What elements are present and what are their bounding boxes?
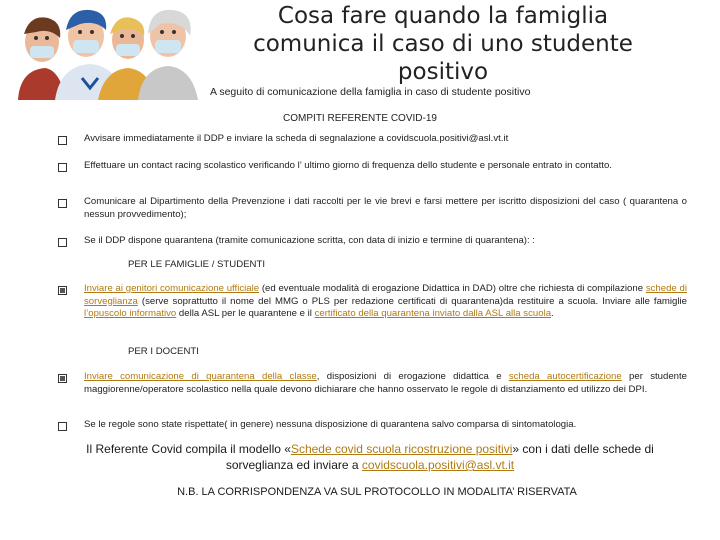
footer-instruction — [52, 441, 688, 473]
section-heading-teachers: PER I DOCENTI — [128, 346, 199, 357]
checkbox-bullet-icon — [58, 422, 67, 431]
families-text-4: . — [551, 308, 554, 319]
checkbox-bullet-icon — [58, 238, 67, 247]
task-item-notify-ddp: Avvisare immediatamente il DDP e inviare la scheda di segnalazione a covidscuola.positivi@asl.vt.it — [84, 133, 509, 144]
page-title: Cosa fare quando la famiglia comunica il caso di uno studente positivo — [253, 3, 633, 85]
teachers-text-2: per studente maggiorenne/operatore scolastico nella quale devono dichiarare che hanno osservato le regole di distanziamento ed utilizzo dei DPI. — [84, 371, 688, 395]
footer-text-1: Il Referente Covid compila il modello « — [86, 442, 291, 456]
task-item-families — [84, 283, 687, 321]
checkbox-bullet-icon — [58, 136, 67, 145]
families-text-3: della ASL per le quarantene e il — [176, 308, 315, 319]
task-item-communicate-department: Comunicare al Dipartimento della Prevenzione i dati raccolti per le vie brevi e farsi mettere per iscritto disposizioni del caso ( quarantena o nessun provvedimento); — [84, 196, 687, 220]
families-text-1: (ed eventuale modalità di erogazione Didattica in DAD) oltre che richiesta di compilazione — [259, 283, 646, 294]
link-quarantine-certificate[interactable]: certificato della quarantena inviato dalla ASL alla scuola — [314, 308, 552, 319]
task-item-ddp-quarantine: Se il DDP dispone quarantena (tramite comunicazione scritta, con data di inizio e termine di quarantena): : — [84, 235, 535, 246]
checkbox-bullet-icon — [58, 163, 67, 172]
link-email-covidscuola[interactable]: covidscuola.positivi@asl.vt.it — [361, 458, 515, 472]
confidential-note: N.B. LA CORRISPONDENZA VA SUL PROTOCOLLO IN MODALITA’ RISERVATA — [177, 486, 577, 498]
link-info-booklet[interactable]: l’opuscolo informativo — [84, 308, 177, 319]
checkbox-bullet-icon — [58, 286, 67, 295]
task-item-teachers — [84, 371, 687, 396]
link-surveillance-forms[interactable]: schede di sorveglianza — [84, 283, 687, 307]
section-heading-referente: COMPITI REFERENTE COVID-19 — [283, 113, 437, 124]
checkbox-bullet-icon — [58, 199, 67, 208]
teachers-text-1: , disposizioni di erogazione didattica e — [316, 371, 509, 382]
page-subtitle: A seguito di comunicazione della famiglia in caso di studente positivo — [210, 86, 531, 98]
checkbox-bullet-icon — [58, 374, 67, 383]
families-text-2: (serve soprattutto il nome del MMG o PLS per redazione certificati di quarantena)da restituire a scuola. Inviare alle famiglie — [137, 295, 687, 307]
link-self-certification[interactable]: scheda autocertificazione — [508, 371, 622, 382]
task-item-rules-respected: Se le regole sono state rispettate( in genere) nessuna disposizione di quarantena salvo comparsa di sintomatologia. — [84, 419, 577, 430]
footer-text-2: » con i dati delle schede di sorveglianza ed inviare a — [225, 442, 654, 472]
link-class-quarantine[interactable]: Inviare comunicazione di quarantena della classe — [84, 371, 317, 382]
task-item-contact-tracing: Effettuare un contact racing scolastico verificando l’ ultimo giorno di frequenza dello studente e personale entrato in contatto. — [84, 160, 612, 171]
section-heading-families: PER LE FAMIGLIE / STUDENTI — [128, 259, 266, 270]
link-official-communication[interactable]: Inviare ai genitori comunicazione ufficiale — [84, 283, 260, 294]
link-schede-ricostruzione[interactable]: Schede covid scuola ricostruzione positivi — [290, 442, 513, 456]
masked-students-illustration-icon — [0, 0, 210, 100]
